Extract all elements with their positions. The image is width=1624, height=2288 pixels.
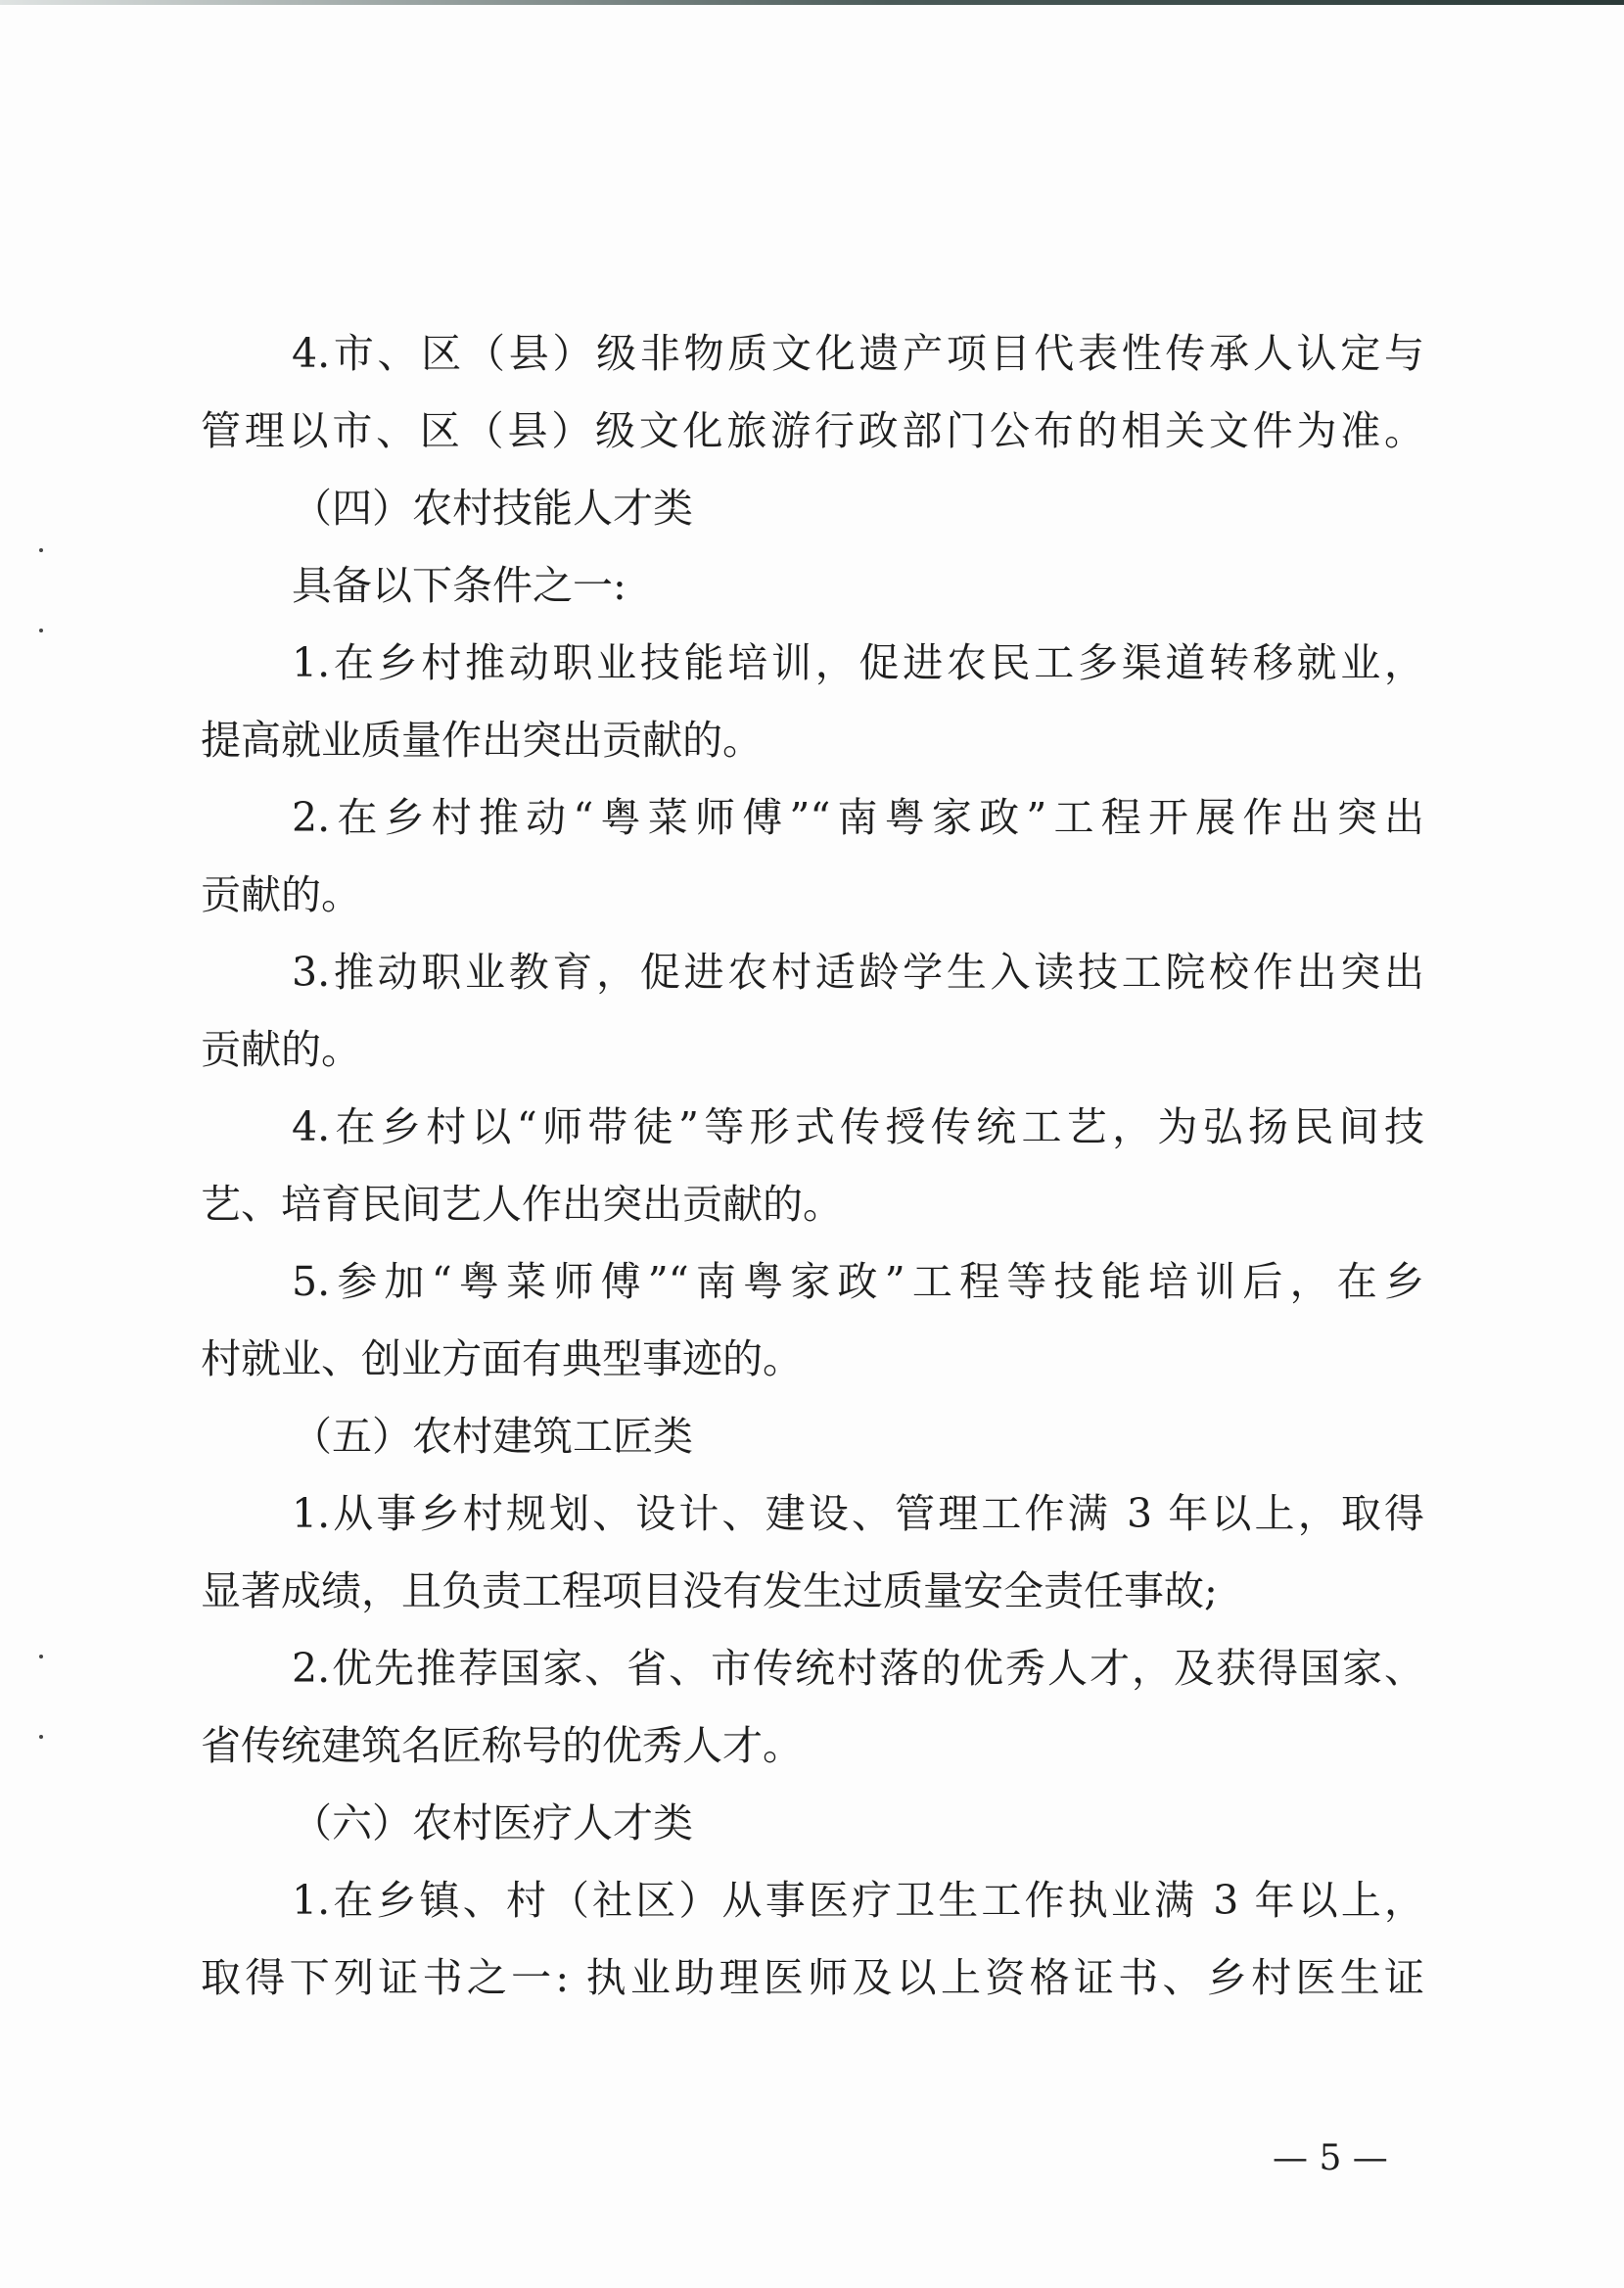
scan-edge [0, 0, 1624, 5]
document-body [196, 315, 1424, 2017]
paragraph-line: 艺、培育民间艺人作出突出贡献的。 [201, 1181, 843, 1228]
scan-speck [39, 1655, 43, 1658]
paragraph-line: 1.从事乡村规划、设计、建设、管理工作满 3 年以上，取得 [292, 1490, 1424, 1537]
paragraph-line: 2.优先推荐国家、省、市传统村落的优秀人才，及获得国家、 [292, 1645, 1424, 1692]
paragraph-line: 省传统建筑名匠称号的优秀人才。 [201, 1722, 803, 1769]
paragraph-line: 管理以市、区（县）级文化旅游行政部门公布的相关文件为准。 [201, 407, 1424, 454]
scan-speck [39, 629, 43, 632]
section-heading: （四）农村技能人才类 [292, 485, 693, 532]
paragraph-line: 1.在乡镇、村（社区）从事医疗卫生工作执业满 3 年以上， [292, 1877, 1424, 1924]
paragraph-line: 具备以下条件之一: [292, 562, 626, 609]
paragraph-line: 贡献的。 [201, 871, 361, 918]
paragraph-line: 村就业、创业方面有典型事迹的。 [201, 1335, 803, 1382]
paragraph-line: 4.在乡村以“师带徒”等形式传授传统工艺，为弘扬民间技 [292, 1103, 1424, 1150]
paragraph-line: 显著成绩，且负责工程项目没有发生过质量安全责任事故; [201, 1567, 1218, 1614]
paragraph-line: 5.参加“粤菜师傅”“南粤家政”工程等技能培训后，在乡 [292, 1258, 1424, 1305]
section-heading: （六）农村医疗人才类 [292, 1799, 693, 1846]
paragraph-line: 4.市、区（县）级非物质文化遗产项目代表性传承人认定与 [292, 330, 1424, 377]
paragraph-line: 1.在乡村推动职业技能培训，促进农民工多渠道转移就业， [292, 639, 1424, 686]
paragraph-line: 3.推动职业教育，促进农村适龄学生入读技工院校作出突出 [292, 949, 1424, 996]
scan-speck [39, 1735, 43, 1739]
page-number: — 5 — [1273, 2138, 1388, 2178]
paragraph-line: 2.在乡村推动“粤菜师傅”“南粤家政”工程开展作出突出 [292, 794, 1424, 841]
paragraph-line: 取得下列证书之一: 执业助理医师及以上资格证书、乡村医生证 [201, 1954, 1424, 2001]
scan-speck [39, 548, 43, 552]
paragraph-line: 提高就业质量作出突出贡献的。 [201, 717, 763, 764]
paragraph-line: 贡献的。 [201, 1026, 361, 1073]
section-heading: （五）农村建筑工匠类 [292, 1413, 693, 1460]
